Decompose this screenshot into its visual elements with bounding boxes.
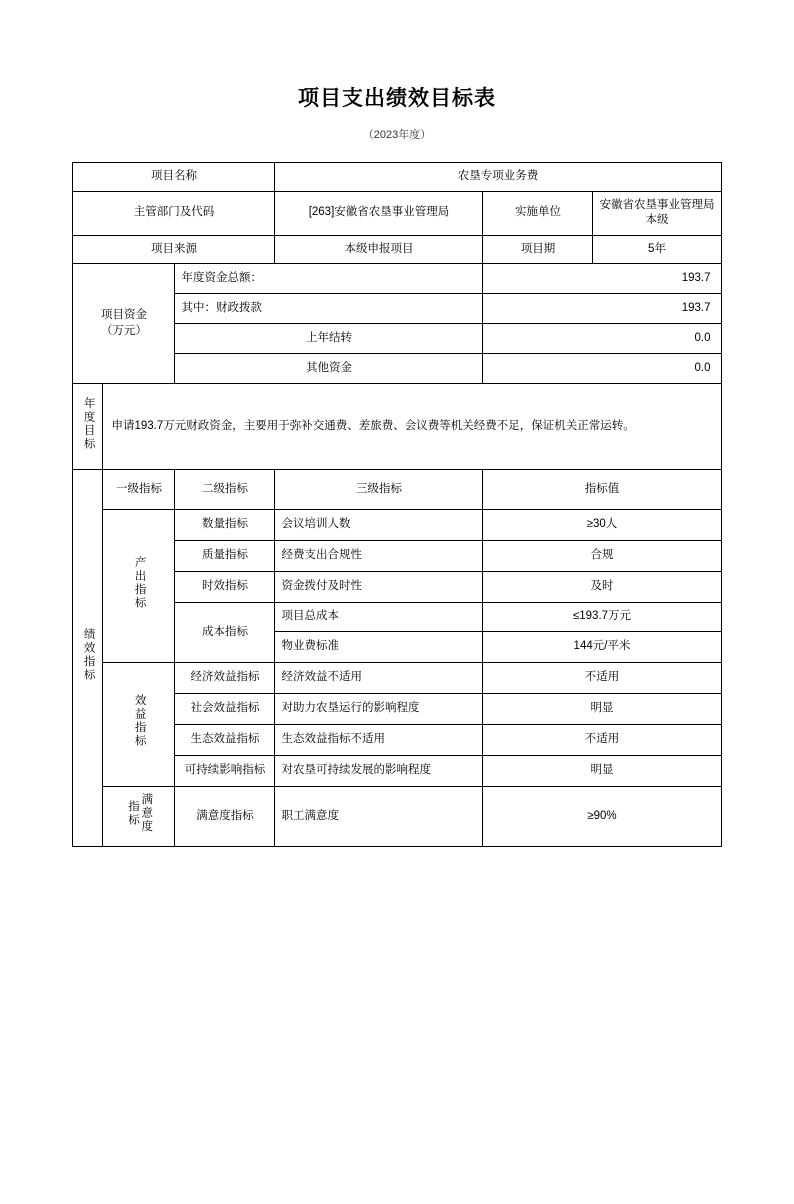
indicator-level3: 经济效益不适用: [275, 662, 483, 693]
indicator-level2: 成本指标: [175, 603, 275, 663]
indicators-side-label: [73, 470, 103, 847]
year-goal-label: [73, 384, 103, 470]
indicator-value: 明显: [483, 693, 721, 724]
unit-label: 实施单位: [483, 191, 593, 235]
table-row-indicator-header: [73, 470, 721, 510]
indicator-value: 合规: [483, 541, 721, 572]
indicator-level2: 满意度指标: [175, 786, 275, 847]
page: [0, 82, 794, 1204]
performance-target-table: [72, 162, 721, 847]
table-row-source: [73, 235, 721, 264]
funds-label: [73, 264, 175, 384]
indicator-level3: 会议培训人数: [275, 510, 483, 541]
table-row-year-goal: [73, 384, 721, 470]
funds-row-value: 193.7: [483, 264, 721, 294]
funds-label-line1: 项目资金: [100, 309, 147, 322]
indicator-level2: 生态效益指标: [175, 724, 275, 755]
funds-row-name: 上年结转: [175, 324, 483, 354]
period-label: 项目期: [483, 235, 593, 264]
project-name-value: 农垦专项业务费: [275, 163, 721, 192]
indicator-value: 明显: [483, 755, 721, 786]
column-header-level2: 二级指标: [175, 470, 275, 510]
funds-label-line2: （万元）: [100, 324, 147, 337]
indicator-value: 不适用: [483, 724, 721, 755]
indicator-level3: 对农垦可持续发展的影响程度: [275, 755, 483, 786]
indicators-side-label-text: 绩效指标: [82, 628, 95, 683]
column-header-level1: 一级指标: [103, 470, 175, 510]
year-goal-label-text: 年度目标: [82, 396, 95, 451]
funds-row-value: 0.0: [483, 354, 721, 384]
indicator-level3: 经费支出合规性: [275, 541, 483, 572]
indicator-level3: 资金拨付及时性: [275, 572, 483, 603]
table-row-funds-total: [73, 264, 721, 294]
indicator-level2: 经济效益指标: [175, 662, 275, 693]
indicator-value: 144元/平米: [483, 631, 721, 662]
indicator-level2: 数量指标: [175, 510, 275, 541]
table-row-department: [73, 191, 721, 235]
table-row-project-name: [73, 163, 721, 192]
indicator-level2: 时效指标: [175, 572, 275, 603]
column-header-level3: 三级指标: [275, 470, 483, 510]
indicator-level3: 对助力农垦运行的影响程度: [275, 693, 483, 724]
indicator-level2: 可持续影响指标: [175, 755, 275, 786]
funds-row-name: 其他资金: [175, 354, 483, 384]
indicator-group-level1: 效益指标: [103, 662, 175, 786]
indicator-level2: 质量指标: [175, 541, 275, 572]
funds-row-value: 0.0: [483, 324, 721, 354]
page-title: 项目支出绩效目标表: [298, 86, 496, 110]
indicator-value: ≥30人: [483, 510, 721, 541]
indicator-value: ≥90%: [483, 786, 721, 847]
department-label: 主管部门及代码: [73, 191, 275, 235]
funds-row-name: 年度资金总额：: [175, 264, 483, 294]
funds-row-value: 193.7: [483, 294, 721, 324]
indicator-value: 及时: [483, 572, 721, 603]
page-subtitle: （2023年度）: [362, 129, 432, 141]
indicator-value: 不适用: [483, 662, 721, 693]
indicator-group-level1: 产出指标: [103, 510, 175, 663]
indicator-level3: 生态效益指标不适用: [275, 724, 483, 755]
table-row-indicator: [73, 786, 721, 847]
year-goal-text: 申请193.7万元财政资金，主要用于弥补交通费、差旅费、会议费等机关经费不足，保证机关正常运转。: [103, 384, 721, 470]
column-header-value: 指标值: [483, 470, 721, 510]
unit-value: 安徽省农垦事业管理局本级: [593, 191, 721, 235]
indicator-level2: 社会效益指标: [175, 693, 275, 724]
funds-row-name: 其中：财政拨款: [175, 294, 483, 324]
indicator-level3: 项目总成本: [275, 603, 483, 632]
department-value: [263]安徽省农垦事业管理局: [275, 191, 483, 235]
indicator-level3: 职工满意度: [275, 786, 483, 847]
table-row-indicator: [73, 510, 721, 541]
project-name-label: 项目名称: [73, 163, 275, 192]
source-label: 项目来源: [73, 235, 275, 264]
indicator-value: ≤193.7万元: [483, 603, 721, 632]
indicator-level3: 物业费标准: [275, 631, 483, 662]
indicator-group-level1: 满意度指标: [103, 786, 175, 847]
source-value: 本级申报项目: [275, 235, 483, 264]
period-value: 5年: [593, 235, 721, 264]
table-row-indicator: [73, 662, 721, 693]
